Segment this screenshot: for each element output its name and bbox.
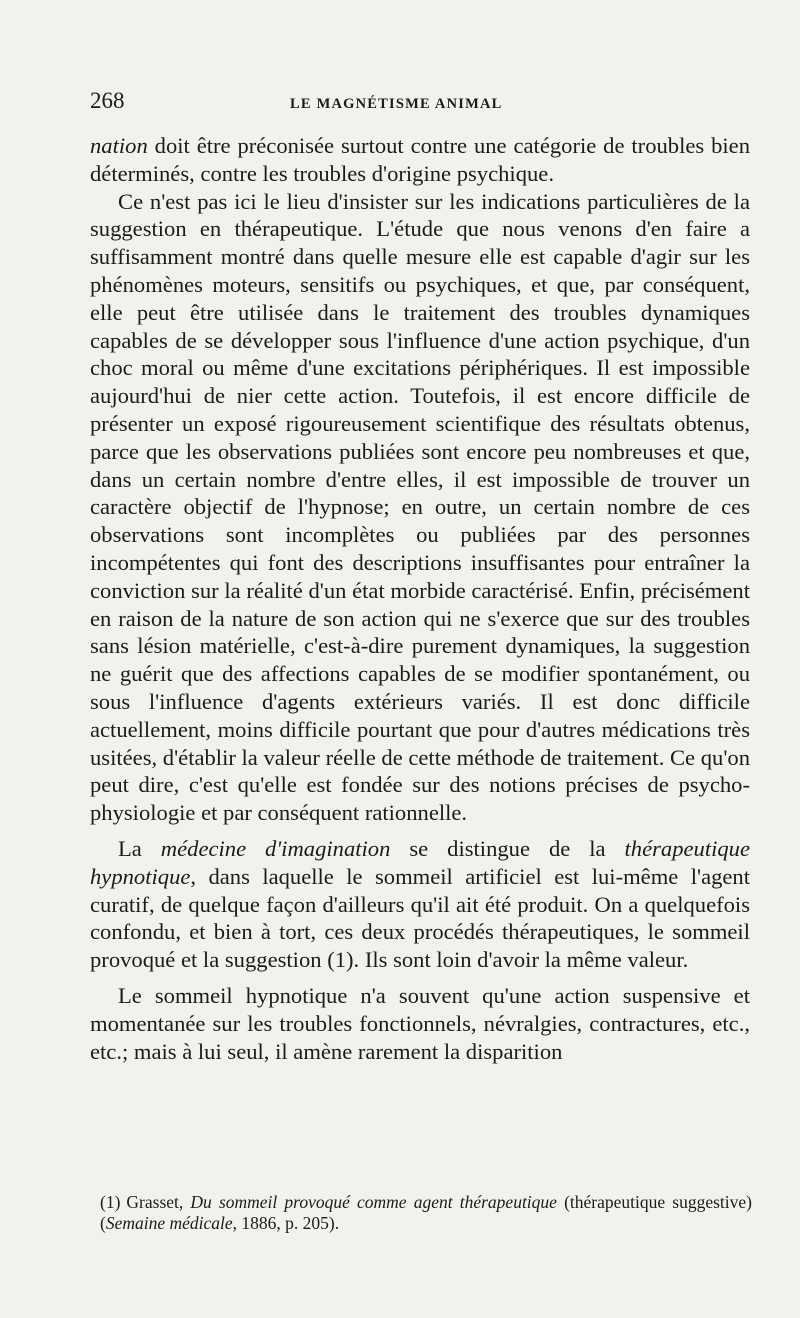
footnote-1-italic-2: Semaine médicale bbox=[105, 1213, 233, 1233]
footnote-marker: (1) bbox=[100, 1192, 121, 1212]
paragraph-3-text-3: , dans laquelle le sommeil artificiel est lui-même l'agent curatif, de quelque façon d'ailleurs qu'il ait été produit. On a quelquefois confondu, et bien à tort, ces deux procédés thérapeutiques, le sommeil provoqué et la suggestion (1). Ils sont loin d'avoir la même valeur. bbox=[90, 863, 750, 973]
page-number: 268 bbox=[90, 88, 125, 113]
footnote-1 bbox=[100, 1192, 752, 1234]
paragraph-3-italic-2: thérapeutique hypnotique bbox=[90, 835, 750, 889]
paragraph-2-text-1: Ce n'est pas ici le lieu d'insister sur les indications particulières de la suggestion en thérapeutique. L'étude que nous venons d'en faire a suffisamment montré dans quelle mesure elle est capable d'agir sur les phénomènes moteurs, sensitifs ou psychiques, et que, par conséquent, elle peut être utilisée dans le traitement des troubles dynamiques capables de se développer sous l'influence d'une action psychique, d'un choc moral ou même d'une excitations périphériques. Il est impossible aujourd'hui de nier cette action. Toutefois, il est encore difficile de présenter un exposé rigoureusement scientifique des résultats obtenus, parce que les observations publiées sont encore peu nombreuses et que, dans un certain nombre d'entre elles, il est impossible de trouver un caractère objectif de l'hypnose; en outre, un certain nombre de ces observations sont incomplètes ou publiées par des personnes incompétentes qui font des descriptions insuffisantes pour entraîner la conviction sur la réalité d'un état morbide caractérisé. Enfin, précisément en raison de la nature de son action qui ne s'exerce que sur des troubles sans lésion matérielle, c'est-à-dire purement dynamiques, la suggestion ne guérit que des affections capables de se modifier spontanément, ou sous l'influence d'agents extérieurs variés. Il est donc difficile actuellement, moins difficile pourtant que pour d'autres médications très usitées, d'établir la valeur réelle de cette méthode de traitement. Ce qu'on peut dire, c'est qu'elle est fondée sur des notions précises de psycho-physiologie et par conséquent rationnelle. bbox=[90, 188, 750, 826]
paragraph-1-text-1: doit être préconisée surtout contre une catégorie de troubles bien déterminés, contre les troubles d'origine psychique. bbox=[90, 133, 750, 186]
footnote-1-text-3: , 1886, p. 205). bbox=[232, 1213, 340, 1233]
footnote-1-italic-1: Du sommeil provoqué comme agent thérapeutique bbox=[190, 1192, 557, 1212]
paragraph-4-text-1: Le sommeil hypnotique n'a souvent qu'une action suspensive et momentanée sur les troubles fonctionnels, névralgies, contractures, etc., etc.; mais à lui seul, il amène rarement la disparition bbox=[90, 982, 750, 1064]
running-head: LE MAGNÉTISME ANIMAL bbox=[290, 96, 503, 112]
page-header bbox=[90, 88, 750, 118]
paragraph-3-text-2: se distingue de la bbox=[390, 835, 625, 861]
paragraph-3-italic-1: médecine d'imagination bbox=[160, 835, 391, 861]
paragraph-1-italic-1: nation bbox=[90, 133, 148, 158]
footnote-1-text-2: (thérapeutique suggestive) ( bbox=[100, 1192, 752, 1233]
footnote-1-text-1: Grasset, bbox=[126, 1192, 191, 1212]
paragraph-3-text-1: La bbox=[118, 835, 161, 861]
paragraph-2 bbox=[90, 188, 750, 827]
footnotes bbox=[100, 1192, 752, 1234]
paragraph-4 bbox=[90, 982, 750, 1065]
paragraph-3 bbox=[90, 835, 750, 974]
body-text bbox=[90, 132, 750, 1065]
paragraph-1 bbox=[90, 132, 750, 188]
